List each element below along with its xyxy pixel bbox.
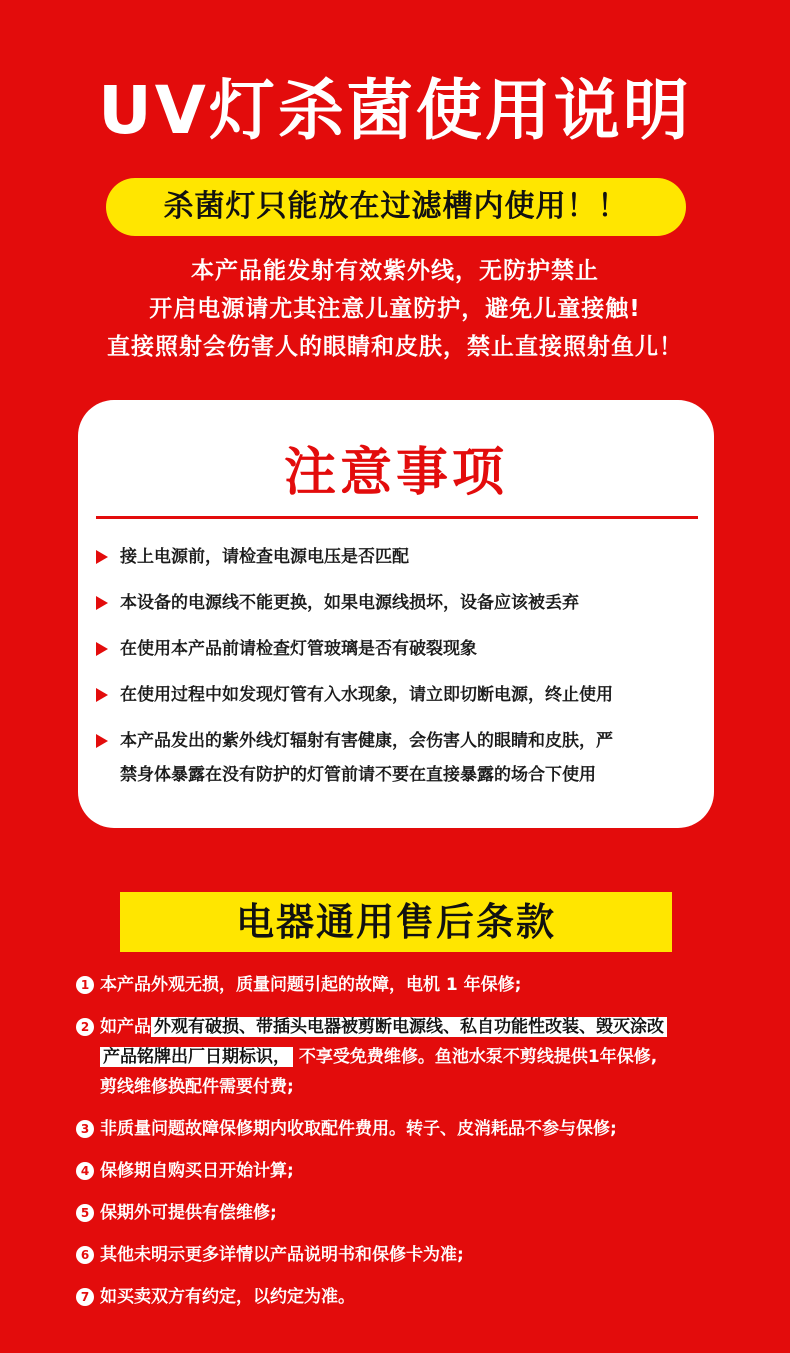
list-item xyxy=(76,1282,756,1312)
warning-line: 直接照射会伤害人的眼睛和皮肤，禁止直接照射鱼儿！ xyxy=(107,334,683,360)
list-item xyxy=(76,1156,756,1186)
term-highlight: 外观有破损、带插头电器被剪断电源线、私自功能性改装、毁灭涂改 xyxy=(151,1017,667,1037)
list-item xyxy=(94,586,704,620)
triangle-bullet-icon xyxy=(96,642,108,656)
term-line xyxy=(100,1042,756,1072)
term-text: 剪线维修换配件需要付费; xyxy=(100,1077,294,1097)
notice-item-text: 禁身体暴露在没有防护的灯管前请不要在直接暴露的场合下使用 xyxy=(120,765,596,785)
warning-text xyxy=(0,252,790,366)
list-item xyxy=(76,1114,756,1144)
list-item xyxy=(94,678,704,712)
term-text: 其他未明示更多详情以产品说明书和保修卡为准; xyxy=(100,1245,464,1265)
term-text: 保修期自购买日开始计算; xyxy=(100,1161,294,1181)
triangle-bullet-icon xyxy=(96,734,108,748)
number-4-icon: 4 xyxy=(76,1162,94,1180)
notice-item-text: 接上电源前，请检查电源电压是否匹配 xyxy=(120,547,409,567)
term-text: 非质量问题故障保修期内收取配件费用。转子、皮消耗品不参与保修; xyxy=(100,1119,617,1139)
notice-item-text: 在使用过程中如发现灯管有入水现象，请立即切断电源，终止使用 xyxy=(120,685,613,705)
triangle-bullet-icon xyxy=(96,550,108,564)
term-highlight: 产品铭牌出厂日期标识， xyxy=(100,1047,293,1067)
terms-list xyxy=(76,970,756,1324)
number-7-icon: 7 xyxy=(76,1288,94,1306)
triangle-bullet-icon xyxy=(96,688,108,702)
term-prefix: 如产品 xyxy=(100,1017,151,1037)
warning-banner: 杀菌灯只能放在过滤槽内使用！！ xyxy=(106,178,686,236)
list-item xyxy=(76,1240,756,1270)
notice-title: 注意事项 xyxy=(283,443,508,503)
number-1-icon: 1 xyxy=(76,976,94,994)
divider xyxy=(96,516,698,519)
notice-card xyxy=(78,400,714,828)
number-5-icon: 5 xyxy=(76,1204,94,1222)
triangle-bullet-icon xyxy=(96,596,108,610)
term-text: 本产品外观无损，质量问题引起的故障，电机 1 年保修; xyxy=(100,975,522,995)
list-item xyxy=(76,1012,756,1102)
notice-list xyxy=(94,540,704,804)
term-text: 不享受免费维修。鱼池水泵不剪线提供1年保修, xyxy=(298,1047,658,1067)
list-item xyxy=(76,1198,756,1228)
term-text: 如买卖双方有约定，以约定为准。 xyxy=(100,1287,355,1307)
notice-item-text: 本产品发出的紫外线灯辐射有害健康，会伤害人的眼睛和皮肤，严 xyxy=(120,731,613,751)
page-title: UV灯杀菌使用说明 xyxy=(98,72,692,149)
aftersales-title: 电器通用售后条款 xyxy=(120,892,672,952)
list-item xyxy=(94,540,704,574)
term-text: 保期外可提供有偿维修; xyxy=(100,1203,277,1223)
list-item xyxy=(94,632,704,666)
list-item xyxy=(76,970,756,1000)
number-2-icon: 2 xyxy=(76,1018,94,1036)
notice-item-text: 本设备的电源线不能更换，如果电源线损坏，设备应该被丢弃 xyxy=(120,593,579,613)
warning-line: 本产品能发射有效紫外线，无防护禁止 xyxy=(191,258,599,284)
notice-item-text: 在使用本产品前请检查灯管玻璃是否有破裂现象 xyxy=(120,639,477,659)
number-3-icon: 3 xyxy=(76,1120,94,1138)
term-line xyxy=(100,1012,756,1042)
number-6-icon: 6 xyxy=(76,1246,94,1264)
warning-line: 开启电源请尤其注意儿童防护，避免儿童接触! xyxy=(149,296,641,322)
list-item xyxy=(94,724,704,792)
